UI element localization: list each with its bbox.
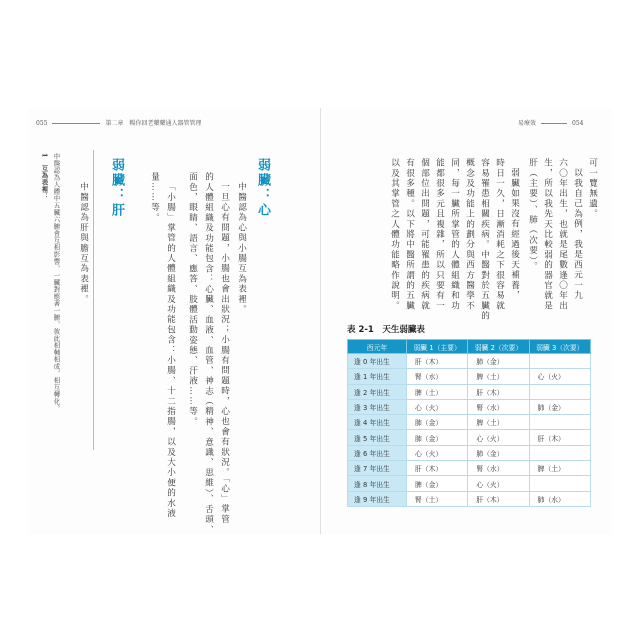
organ-cell: 肺（金） <box>468 354 529 369</box>
body-line: 容易罹患相關疾病。中醫對於五臟的 <box>479 158 490 322</box>
section-heading-heart: 弱臟：心 <box>255 158 270 218</box>
organ-cell: 脾（土） <box>468 415 529 430</box>
left-running-header <box>36 118 201 127</box>
organ-cell: 肝（木） <box>468 384 529 399</box>
body-line: 面色，眼睛、語言、應答、肢體活動姿態、汗液……等。 <box>187 172 198 427</box>
year-cell: 逢 2 年出生 <box>348 384 407 399</box>
year-cell: 逢 0 年出生 <box>348 354 407 369</box>
organ-cell: 心（火） <box>468 476 529 491</box>
body-line: 量……等。 <box>149 172 160 223</box>
column-header: 弱臟 1（主要） <box>407 340 468 354</box>
body-line: 以及其掌管之人體功能略作說明。 <box>389 158 400 311</box>
header-rule <box>541 123 567 124</box>
organ-cell: 心（火） <box>407 445 468 460</box>
table-row <box>348 430 591 445</box>
body-line: 一旦心有問題，小腸也會出狀況；小腸有問題時，心也會有狀況。「心」掌管 <box>219 182 230 525</box>
organ-cell: 心（火） <box>407 399 468 414</box>
organ-cell: 肝（木） <box>468 491 529 506</box>
body-line: 能都很多元且複雜，所以只要有一 <box>434 158 445 311</box>
year-cell: 逢 4 年出生 <box>348 415 407 430</box>
table-row <box>348 415 591 430</box>
body-line: 「小腸」掌管的人體組織及功能包含：小腸、十二指腸，以及大小便的水液 <box>165 182 176 519</box>
year-cell: 逢 8 年出生 <box>348 476 407 491</box>
weak-organ-table <box>347 339 591 507</box>
column-header: 弱臟 3（次要） <box>529 340 590 354</box>
body-line: 六〇年出生，也就是尾數逢〇年出 <box>557 158 568 311</box>
organ-cell: 肝（木） <box>407 461 468 476</box>
organ-cell <box>529 476 590 491</box>
organ-cell: 脾（土） <box>468 369 529 384</box>
right-page-number: 054 <box>572 120 584 127</box>
organ-cell: 脾（土） <box>407 384 468 399</box>
year-cell: 逢 7 年出生 <box>348 461 407 476</box>
body-line: 弱臟如果沒有經過後天補養， <box>509 168 520 301</box>
page-gutter <box>320 108 321 534</box>
year-cell: 逢 6 年出生 <box>348 445 407 460</box>
table-row <box>348 476 591 491</box>
year-cell: 逢 3 年出生 <box>348 399 407 414</box>
organ-cell: 心（火） <box>468 430 529 445</box>
body-line: 概念及功能上的劃分與西方醫學不 <box>464 158 475 311</box>
body-line: 同，每一臟所掌管的人體組織和功 <box>449 158 460 311</box>
organ-cell <box>529 415 590 430</box>
table-caption: 表 2-1 天生弱臟表 <box>347 325 425 335</box>
organ-cell <box>529 384 590 399</box>
right-running-header <box>518 118 583 127</box>
note-label: 互為表裡： <box>40 165 49 200</box>
table-row <box>348 399 591 414</box>
body-line: 可一覽無遺。 <box>587 158 598 220</box>
body-line: 中醫認為肝與膽互為表裡。 <box>78 182 89 305</box>
organ-cell: 心（火） <box>529 369 590 384</box>
table-row <box>348 384 591 399</box>
table-row <box>348 369 591 384</box>
organ-cell: 脾（土） <box>529 461 590 476</box>
section-heading-liver: 弱臟：肝 <box>109 158 124 218</box>
body-line: 時日一久，日漸消耗之下很容易就 <box>494 158 505 311</box>
table-row <box>348 445 591 460</box>
body-line: 的人體組織及功能包含：心臟、血液、血管、神志（精神、意識、思維）、舌頭、 <box>203 172 214 535</box>
body-line: 有很多種。以下將中醫所謂的五臟 <box>404 158 415 311</box>
organ-cell: 肝（木） <box>407 354 468 369</box>
header-rule <box>52 123 100 124</box>
organ-cell: 腎（水） <box>468 461 529 476</box>
organ-cell <box>529 354 590 369</box>
body-line: 生，所以我先天比較弱的器官就是 <box>542 158 553 311</box>
year-cell: 逢 9 年出生 <box>348 491 407 506</box>
note-marker: 1 <box>40 153 49 159</box>
organ-cell: 肺（金） <box>407 415 468 430</box>
body-line: 個部位出問題，可能罹患的疾病就 <box>419 158 430 311</box>
organ-cell: 脾（金） <box>407 476 468 491</box>
column-header: 弱臟 2（次要） <box>468 340 529 354</box>
note-text: 中醫認為人體中五臟六腑會互相影響，一臟對應著一腑，彼此相輔相成，相互轉化。 <box>52 153 61 412</box>
year-cell: 逢 1 年出生 <box>348 369 407 384</box>
organ-cell: 肺（金） <box>468 445 529 460</box>
column-header: 西元年 <box>348 340 407 354</box>
organ-cell: 腎（水） <box>468 399 529 414</box>
organ-cell: 肺（金） <box>529 399 590 414</box>
table-row <box>348 461 591 476</box>
right-header-text: 易療效 <box>518 120 537 127</box>
organ-cell: 肺（金） <box>407 430 468 445</box>
body-line: 肝（主要）、肺（次要）。 <box>527 158 538 272</box>
left-header-text: 第二章 暢你回老藥藥通人器管管理 <box>105 120 202 127</box>
organ-cell: 肝（木） <box>529 430 590 445</box>
left-page-number: 055 <box>36 120 48 127</box>
note-divider <box>93 150 94 450</box>
body-line: 中醫認為心與小腸互為表裡。 <box>236 182 247 315</box>
body-line: 以我自己為例，我是西元一九 <box>572 168 583 301</box>
table-row <box>348 491 591 506</box>
year-cell: 逢 5 年出生 <box>348 430 407 445</box>
organ-cell: 肺（水） <box>529 491 590 506</box>
organ-cell: 腎（土） <box>407 491 468 506</box>
table-header-row <box>348 340 591 354</box>
organ-cell: 腎（水） <box>407 369 468 384</box>
table-row <box>348 354 591 369</box>
organ-cell <box>529 445 590 460</box>
